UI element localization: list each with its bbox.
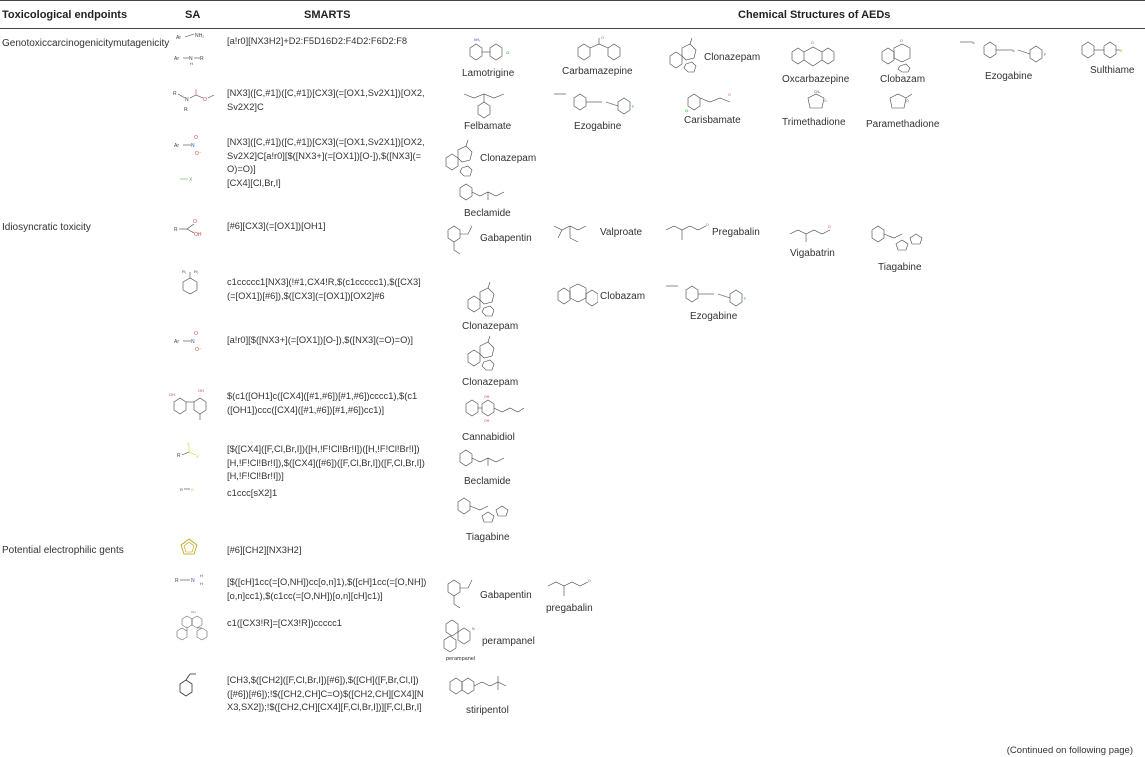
smarts-2: [NX3]([C,#1])([C,#1])[CX3](=[OX1,Sv2X1])[OX2,Sv2X2]C bbox=[227, 88, 425, 112]
beclamide-structure-1 bbox=[456, 180, 512, 206]
svg-text:O: O bbox=[601, 36, 604, 40]
label-tiagabine-2: Tiagabine bbox=[466, 532, 510, 543]
header-endpoints: Toxicological endpoints bbox=[2, 9, 128, 21]
beclamide-structure-2 bbox=[456, 446, 512, 472]
svg-text:S: S bbox=[191, 487, 194, 492]
svg-text:R: R bbox=[174, 227, 178, 233]
label-clonazepam-4: Clonazepam bbox=[462, 377, 519, 388]
pregabalin-structure-2 bbox=[546, 574, 596, 602]
carbamazepine-structure bbox=[574, 34, 628, 66]
sa-aromatic-amine-icon bbox=[172, 30, 212, 44]
sa-nitro-aromatic-icon bbox=[172, 329, 212, 355]
label-clobazam-1: Clobazam bbox=[880, 74, 926, 85]
svg-text:X: X bbox=[189, 177, 193, 183]
svg-text:F: F bbox=[1044, 53, 1047, 57]
svg-text:OH: OH bbox=[484, 395, 490, 399]
svg-text:H: H bbox=[190, 61, 193, 66]
svg-text:N: N bbox=[472, 627, 475, 631]
clonazepam-structure-2 bbox=[440, 136, 480, 182]
smarts-6: c1ccccc1[NX3](!#1,CX4!R,$(c1ccccc1),$([CX3](=[OX1])[#6]),$([CX3](=[OX1])[OX2]#6 bbox=[227, 277, 421, 301]
ezogabine-structure-3 bbox=[664, 280, 764, 310]
header-sa: SA bbox=[185, 9, 201, 21]
clonazepam-structure-3 bbox=[462, 280, 502, 322]
label-cannabidiol: Cannabidiol bbox=[462, 432, 515, 443]
svg-text:H: H bbox=[200, 573, 203, 578]
label-oxcarbazepine: Oxcarbazepine bbox=[782, 74, 850, 85]
clobazam-structure-2 bbox=[554, 278, 598, 314]
svg-text:O⁻: O⁻ bbox=[195, 151, 202, 157]
lamotrigine-structure bbox=[462, 34, 520, 68]
carisbamate-structure bbox=[684, 88, 740, 118]
continued-note: (Continued on following page) bbox=[1006, 745, 1133, 756]
svg-text:O: O bbox=[588, 579, 591, 583]
svg-text:NH₂: NH₂ bbox=[195, 33, 205, 39]
svg-text:N: N bbox=[191, 578, 195, 584]
svg-text:R₂: R₂ bbox=[194, 269, 199, 274]
endpoint-electrophilic: Potential electrophilic gents bbox=[2, 545, 124, 556]
svg-text:H: H bbox=[200, 581, 203, 586]
svg-text:N: N bbox=[191, 339, 195, 345]
label-perampanel-small: perampanel bbox=[446, 656, 476, 662]
sulthiame-structure bbox=[1078, 36, 1142, 64]
smarts-7: [a!r0][$([NX3+](=[OX1])[O-]),$([NX3](=O)=O)] bbox=[227, 335, 413, 345]
svg-text:R: R bbox=[200, 56, 204, 62]
svg-text:F: F bbox=[744, 297, 747, 301]
vigabatrin-structure bbox=[788, 222, 838, 246]
label-clonazepam-3: Clonazepam bbox=[462, 321, 519, 332]
svg-text:O: O bbox=[728, 93, 731, 97]
svg-text:NH₂: NH₂ bbox=[474, 38, 481, 42]
label-clobazam-2: Clobazam bbox=[600, 291, 646, 302]
sa-thiophene-ring-icon bbox=[178, 536, 200, 558]
stiripentol-structure bbox=[446, 672, 512, 702]
clonazepam-structure-1 bbox=[664, 36, 704, 78]
smarts-9: [$([CX4]([F,Cl,Br,I])([H,!F!Cl!Br!I])([H,!F!Cl!Br!I])[H,!F!Cl!Br!I]),$([CX4]([#6])([F,Cl,Br,I])([F,Cl,Br,I])[H,!F!Cl!Br!I])] bbox=[227, 444, 425, 482]
label-carbamazepine: Carbamazepine bbox=[562, 66, 633, 77]
cannabidiol-structure bbox=[460, 388, 526, 432]
label-tiagabine-1: Tiagabine bbox=[878, 262, 922, 273]
table-header bbox=[0, 0, 1145, 29]
ezogabine-structure-1 bbox=[958, 36, 1068, 66]
smarts-14: [CH3,$([CH2]([F,Cl,Br,I])[#6]),$([CH]([F,Br,Cl,I])([#6])[#6]);!$([CH2,CH]C=O)$([CH2,CH][CX4][NX3,SX2]);!$([CH2,CH][CX4][F,Cl,Br,I])][F,Cl,Br,I] bbox=[227, 675, 424, 713]
sa-nitro-icon bbox=[172, 133, 212, 159]
label-sulthiame: Sulthiame bbox=[1090, 65, 1135, 76]
label-valproate: Valproate bbox=[600, 227, 643, 238]
svg-text:CH₃: CH₃ bbox=[814, 90, 821, 94]
svg-text:Ar: Ar bbox=[174, 143, 179, 149]
svg-text:OH: OH bbox=[194, 232, 202, 238]
tiagabine-structure-1 bbox=[866, 220, 924, 260]
svg-text:X: X bbox=[196, 454, 199, 459]
sa-thiophene-icon bbox=[172, 483, 202, 495]
svg-text:Ar: Ar bbox=[174, 56, 179, 62]
svg-text:Cl: Cl bbox=[506, 51, 510, 55]
svg-text:R₁: R₁ bbox=[182, 269, 187, 274]
gabapentin-structure-1 bbox=[440, 220, 480, 260]
svg-text:OH: OH bbox=[484, 419, 490, 423]
label-beclamide-2: Beclamide bbox=[464, 476, 511, 487]
sa-carbamate-icon bbox=[172, 87, 218, 115]
svg-text:R: R bbox=[175, 578, 179, 584]
endpoint-genotoxicity: Genotoxiccarcinogenicitymutagenicity bbox=[2, 38, 170, 49]
sa-halomethane-icon bbox=[172, 441, 208, 465]
svg-text:O: O bbox=[193, 219, 197, 225]
svg-text:F: F bbox=[632, 105, 635, 109]
perampanel-structure bbox=[440, 616, 480, 652]
label-lamotrigine: Lamotrigine bbox=[462, 68, 515, 79]
svg-text:O: O bbox=[906, 99, 909, 103]
svg-text:OH: OH bbox=[198, 388, 204, 393]
pregabalin-structure-1 bbox=[664, 220, 714, 246]
svg-text:N: N bbox=[972, 41, 975, 45]
tiagabine-structure-2 bbox=[452, 492, 510, 532]
svg-text:O: O bbox=[203, 97, 207, 103]
label-clonazepam-1: Clonazepam bbox=[704, 52, 761, 63]
header-structures: Chemical Structures of AEDs bbox=[738, 9, 891, 21]
label-carisbamate: Carisbamate bbox=[684, 115, 741, 126]
svg-text:S: S bbox=[1120, 49, 1123, 53]
sa-polycyclic-icon bbox=[172, 605, 212, 645]
label-beclamide-1: Beclamide bbox=[464, 208, 511, 219]
label-ezogabine-2: Ezogabine bbox=[574, 121, 622, 132]
label-felbamate: Felbamate bbox=[464, 121, 512, 132]
clobazam-structure-1 bbox=[876, 36, 920, 74]
clonazepam-structure-4 bbox=[462, 334, 502, 376]
smarts-12: [$([cH]1cc(=[O,NH])cc[o,n]1),$([cH]1cc(=[O,NH])[o,n]cc1),$(c1cc(=[O,NH])[o,n][cH]c1)] bbox=[227, 577, 427, 601]
svg-text:O: O bbox=[811, 41, 814, 45]
svg-text:Ar: Ar bbox=[176, 35, 181, 41]
ezogabine-structure-2 bbox=[552, 88, 652, 118]
sa-alkyl-halide-icon bbox=[172, 173, 202, 185]
svg-text:N: N bbox=[189, 56, 193, 62]
svg-text:O: O bbox=[706, 223, 709, 227]
sa-styrene-icon bbox=[174, 670, 204, 700]
svg-text:O: O bbox=[900, 39, 903, 43]
smarts-5: [#6][CX3](=[OX1])[OH1] bbox=[227, 221, 326, 231]
svg-text:OH: OH bbox=[169, 392, 175, 397]
svg-text:N: N bbox=[191, 143, 195, 149]
smarts-1: [a!r0][NX3H2]+D2:F5D16D2:F4D2:F6D2:F8 bbox=[227, 36, 408, 46]
svg-text:R: R bbox=[173, 91, 177, 97]
svg-text:OH: OH bbox=[191, 610, 196, 614]
label-trimethadione: Trimethadione bbox=[782, 117, 846, 128]
gabapentin-structure-2 bbox=[440, 574, 480, 614]
svg-text:O: O bbox=[828, 225, 831, 229]
label-paramethadione: Paramethadione bbox=[866, 119, 940, 130]
felbamate-structure bbox=[460, 88, 518, 122]
label-clonazepam-2: Clonazepam bbox=[480, 153, 537, 164]
paramethadione-structure bbox=[878, 88, 918, 118]
label-gabapentin-1: Gabapentin bbox=[480, 233, 532, 244]
label-pregabalin-lc: pregabalin bbox=[546, 603, 593, 614]
svg-text:Cl: Cl bbox=[685, 109, 689, 113]
sa-amine-icon bbox=[172, 570, 212, 590]
label-ezogabine-3: Ezogabine bbox=[690, 311, 738, 322]
sa-phenol-icon bbox=[168, 384, 218, 426]
label-pregabalin: Pregabalin bbox=[712, 227, 760, 238]
valproate-structure bbox=[552, 220, 598, 248]
smarts-4: [CX4][Cl,Br,I] bbox=[227, 178, 281, 188]
label-gabapentin-2: Gabapentin bbox=[480, 590, 532, 601]
endpoint-idiosyncratic: Idiosyncratic toxicity bbox=[2, 222, 91, 233]
label-perampanel: perampanel bbox=[482, 636, 535, 647]
trimethadione-structure bbox=[796, 88, 836, 118]
label-vigabatrin: Vigabatrin bbox=[790, 248, 835, 259]
smarts-11: [#6][CH2][NX3H2] bbox=[227, 545, 302, 555]
label-ezogabine-1: Ezogabine bbox=[985, 71, 1033, 82]
svg-text:X: X bbox=[187, 441, 190, 446]
svg-text:O⁻: O⁻ bbox=[195, 347, 202, 353]
smarts-8: $(c1([OH1]c([CX4]([#1,#6])[#1,#6])cccc1),$(c1([OH1])ccc([CX4]([#1,#6])[#1,#6])cc1)] bbox=[227, 391, 418, 415]
label-stiripentol: stiripentol bbox=[466, 705, 509, 716]
svg-text:R: R bbox=[184, 107, 188, 113]
svg-text:N: N bbox=[185, 97, 189, 103]
svg-text:R: R bbox=[180, 487, 183, 492]
sa-carboxylic-acid-icon bbox=[172, 218, 212, 238]
sa-hydrazine-icon bbox=[172, 50, 212, 66]
svg-text:N: N bbox=[1012, 49, 1015, 53]
smarts-10: c1ccc[sX2]1 bbox=[227, 488, 278, 498]
header-smarts: SMARTS bbox=[304, 9, 351, 21]
svg-text:O: O bbox=[194, 331, 198, 337]
svg-text:Ar: Ar bbox=[174, 339, 179, 345]
sa-aniline-icon bbox=[172, 268, 208, 302]
smarts-3: [NX3]([C,#1])([C,#1])[CX3](=[OX1,Sv2X1])[OX2,Sv2X2]C[a!r0][$([NX3+](=[OX1])[O-]),$([NX3](=O)=O)] bbox=[227, 137, 425, 175]
svg-text:O: O bbox=[194, 135, 198, 141]
oxcarbazepine-structure bbox=[788, 38, 842, 74]
svg-text:O: O bbox=[824, 99, 827, 103]
smarts-13: c1([CX3!R]=[CX3!R])ccccc1 bbox=[227, 618, 342, 628]
svg-text:R: R bbox=[177, 453, 181, 459]
